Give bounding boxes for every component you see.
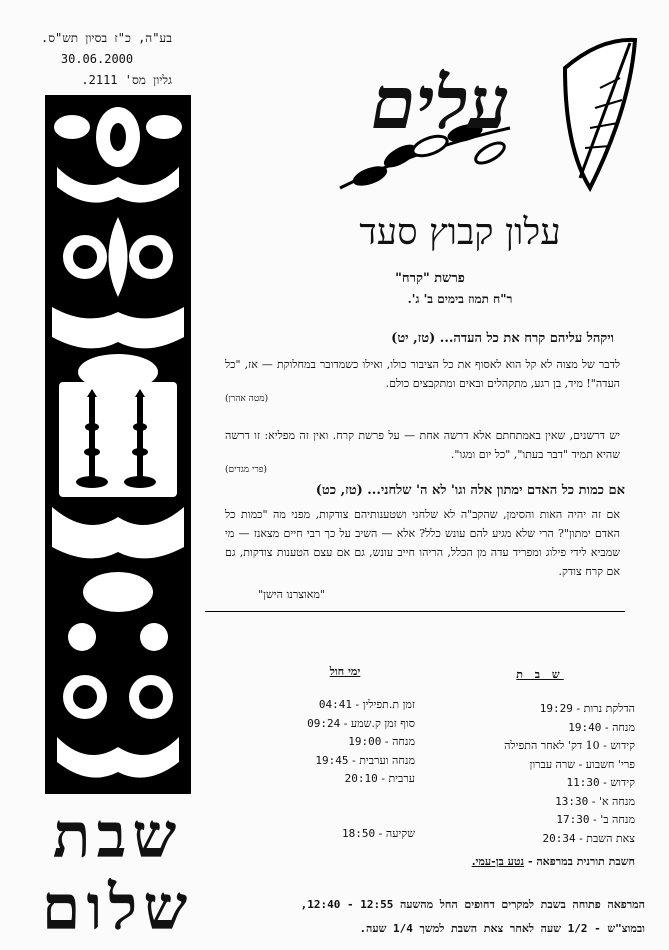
article1-source1: (מטה אהרן) [225,394,269,404]
clinic-hours-line2: ובמוצ"ש - 1/2 שעה לאחר צאת השבת למשך 1/4 שעה. [359,922,645,935]
list-item: קידוש - 10 דק' לאחר התפילה [504,739,635,752]
article1-paragraph1: לדבר של מצוה לא קל הוא לאסוף את כל הציבור כולו, ואילו כשמדובר במחלוקת — אז, "כל העדה"! מיד, בן רגע, מתקהלים ובאים ומתקבצים כולם. [225,358,620,390]
article2-paragraph: אם זה יהיה האות והסימן, שהקב"ה לא שלחני ושטענותיהם צודקות, מפני מה "כמות כל האדם ימתון"? הרי שלא מגיע להם עונש כלל? אלא — השיב על כך רבי חיים מצאנז — מי שמביא לידי פילוג ומפריד עדה מן הכלל, הריהו חייב עונש, גם אם עצם הטענות צודקות, גם אם קרח צודק. [225,508,620,578]
weekday-column-title: ימי חול [329,665,361,678]
shabbat-shalom-line2: שלום [41,871,194,944]
list-item: הדלקת נרות - 19:29 [539,702,635,715]
list-item: מנחה - 19:40 [568,720,635,734]
newsletter-subtitle: עלון קבוץ סעד [359,212,561,253]
logo-text: עלים [370,60,510,145]
article2-heading: אם כמות כל האדם ימתון אלה וגו' לא ה' שלחני... (טז, כט) [315,483,625,498]
list-item: מנחה - 19:00 [348,735,415,748]
shabbat-shalom-line1: שבת [52,799,183,872]
article2-source: "מאוצרנו הישן" [258,588,325,601]
list-item: ערבית - 20:10 [344,772,415,785]
list-item: מנחה וערבית - 19:45 [315,753,415,767]
issue-number: גליון מס' 2111. [81,73,172,87]
list-item: שקיעה - 18:50 [342,826,415,840]
list-item: קידוש - 11:30 [566,776,635,789]
clinic-hours-line1: המרפאה פתוחה בשבת למקרים דחופים החל מהשעה 12:55 - 12:40, [300,898,645,911]
gregorian-date: 30.06.2000 [60,52,134,66]
issue-header [22,28,172,91]
torah-clinic-note [390,855,635,868]
torah-clinic-label: חשבת תורנית במרפאה - [527,855,635,868]
list-item: פרי' חשבוע - שרה עברון [529,757,635,771]
rosh-chodesh-line: ר"ח תמוז בימים ב' ג'. [407,292,513,306]
shabbat-shalom-title [30,800,205,944]
newsletter-logo [300,28,645,198]
article1-paragraph2: יש דרשנים, שאין באמתחתם אלא דרשה אחת — על פרשת קרח. ואין זה מפליא: זו דרשה שהיא תמיד "דבר בעתו", "כל יום ומגו". [225,429,620,461]
list-item: סוף זמן ק.שמע - 09:24 [307,716,415,730]
list-item: מנחה א' - 13:30 [555,794,635,808]
article1-source2: (פרי מגדים) [225,465,267,475]
list-item: זמן ת.תפילין - 04:41 [318,698,415,711]
parasha-title: פרשת "קרח" [395,271,465,286]
weekday-schedule [265,696,415,843]
divider-line [205,611,625,612]
list-item: צאת השבת - 20:34 [542,831,635,845]
ornament-illustration [47,97,189,792]
decorative-panel [45,95,191,794]
torah-clinic-name: נטע בן-עמי. [471,855,525,868]
list-item: מנחה ב' - 17:30 [556,813,635,826]
article1-body [225,355,620,475]
shabbat-schedule [435,700,635,848]
article1-heading: ויקהל עליהם קרח את כל העדה... (טז, יט) [391,331,614,346]
shabbat-column-title: ש ב ת [516,668,564,681]
hebrew-date: בע"ה, כ"ז בסיון תש"ס. [40,31,172,45]
